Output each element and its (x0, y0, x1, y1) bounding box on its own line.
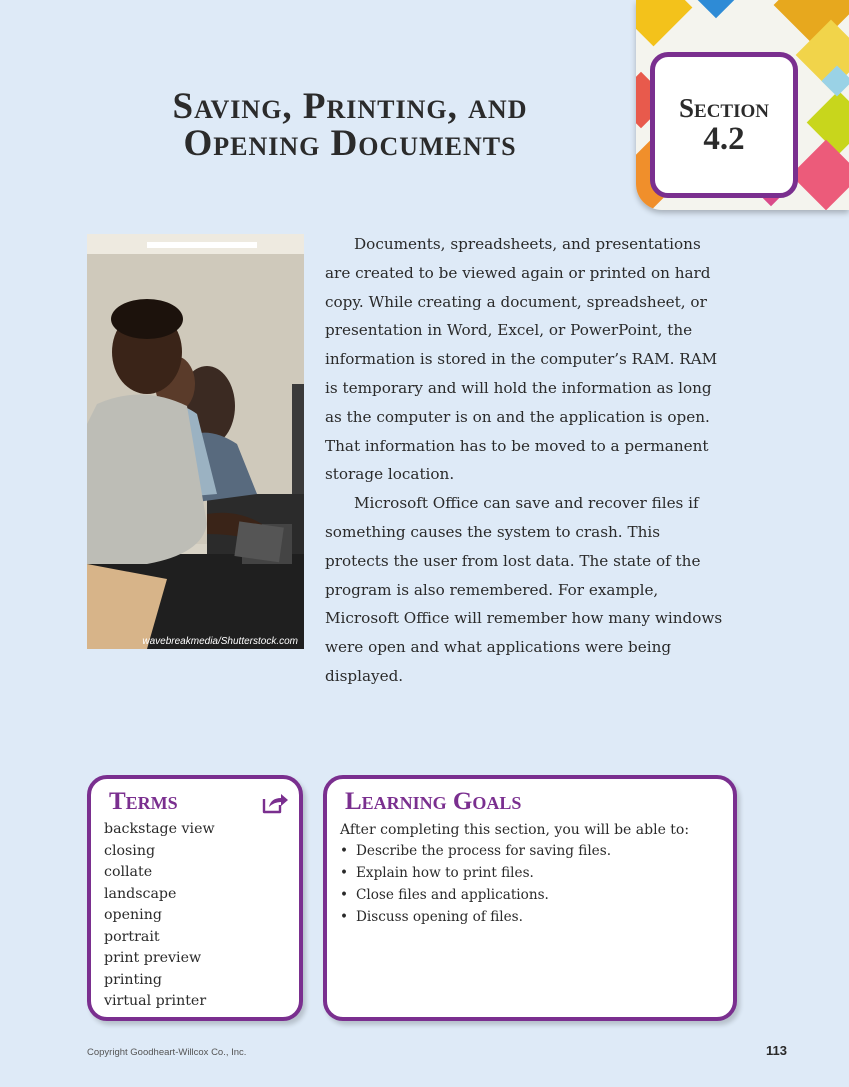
term-item[interactable]: collate (104, 864, 153, 880)
section-label: Section (679, 93, 769, 123)
photo-credit: wavebreakmedia/Shutterstock.com (142, 636, 298, 647)
goal-item: • Describe the process for saving files. (340, 840, 611, 862)
body-paragraph-1: Documents, spreadsheets, and presentations are created to be viewed again or printed on hard copy. While creating a document, spreadsheet, or presentation in Word, Excel, or PowerPoint, the information is stored in the computer’s RAM. RAM is temporary and will hold the information as long as the computer is on and the application is open. That information has to be moved to a permanent storage location. (325, 235, 718, 484)
section-number: 4.2 (703, 121, 745, 157)
section-title (100, 88, 600, 162)
section-badge (650, 52, 798, 198)
intro-body (325, 230, 725, 691)
copyright-notice: Copyright Goodheart-Willcox Co., Inc. (87, 1047, 247, 1058)
classroom-illustration (87, 234, 304, 649)
goal-item: • Close files and applications. (340, 884, 611, 906)
page-number: 113 (766, 1043, 787, 1058)
terms-panel (87, 775, 303, 1021)
share-icon[interactable] (261, 791, 289, 815)
body-paragraph-2: Microsoft Office can save and recover files if something causes the system to crash. This protects the user from lost data. The state of the program is also remembered. For example, Microsoft Office will remember how many windows were open and what applications were being displayed. (325, 494, 723, 685)
students-photo (87, 234, 304, 649)
terms-heading: Terms (109, 788, 178, 815)
term-item[interactable]: portrait (104, 928, 160, 945)
terms-list (104, 819, 215, 1013)
learning-goals-list (340, 840, 611, 928)
learning-goals-intro: After completing this section, you will be able to: (340, 822, 690, 838)
term-item[interactable]: backstage view (104, 821, 215, 837)
term-item[interactable]: opening (104, 907, 162, 923)
learning-goals-panel (323, 775, 737, 1021)
learning-goals-heading: Learning Goals (345, 788, 522, 815)
term-item[interactable]: printing (104, 971, 162, 988)
term-item[interactable]: closing (104, 842, 156, 859)
goal-item: • Explain how to print files. (340, 862, 611, 884)
title-line-2: Opening Documents (183, 123, 517, 164)
title-line-1: Saving, Printing, and (172, 86, 528, 127)
term-item[interactable]: print preview (104, 950, 202, 966)
goal-item: • Discuss opening of files. (340, 906, 611, 928)
term-item[interactable]: landscape (104, 885, 177, 902)
term-item[interactable]: virtual printer (104, 993, 207, 1009)
